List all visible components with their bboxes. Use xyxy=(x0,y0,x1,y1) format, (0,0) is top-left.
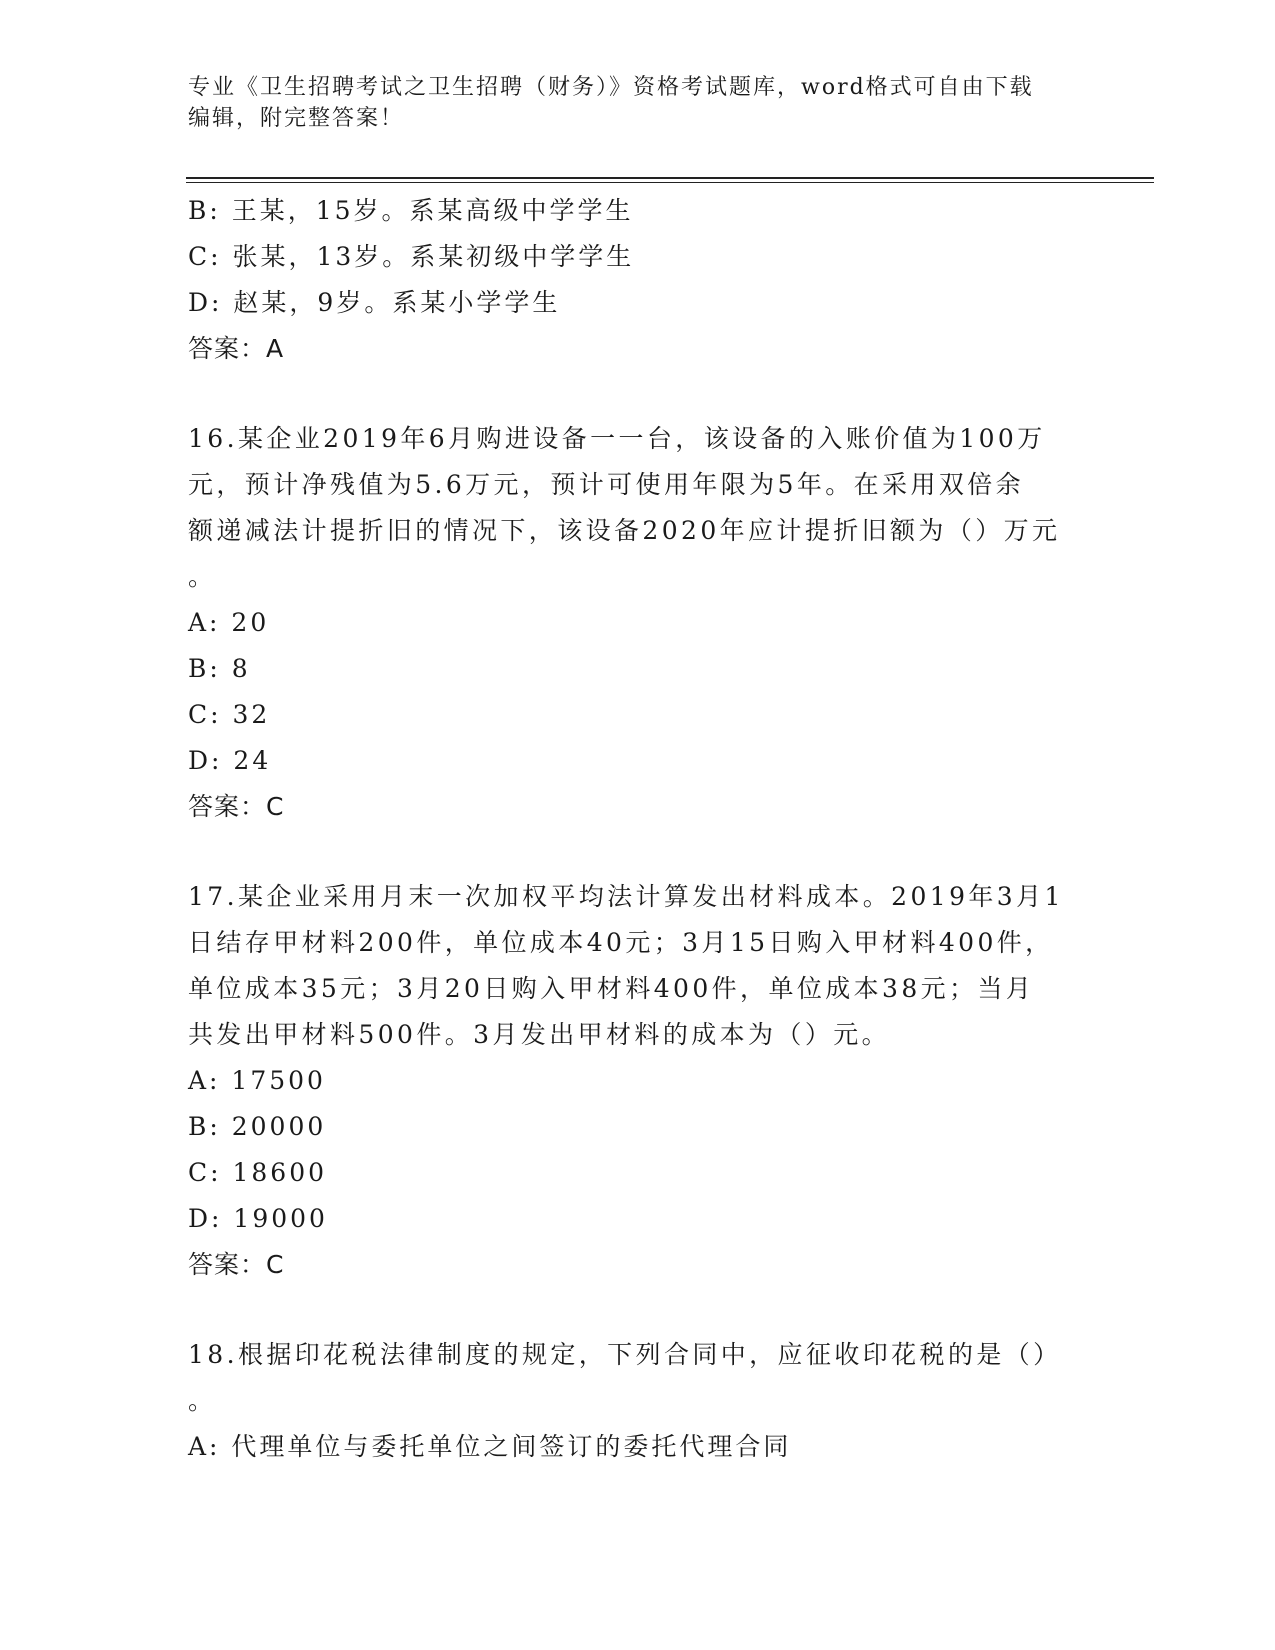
question-17-text-line: 日结存甲材料200件，单位成本40元；3月15日购入甲材料400件， xyxy=(188,928,1054,957)
option-a: A: 代理单位与委托单位之间签订的委托代理合同 xyxy=(188,1432,792,1461)
question-17-text-line: 共发出甲材料500件。3月发出甲材料的成本为（）元。 xyxy=(188,1020,891,1049)
question-17-text-line: 17.某企业采用月末一次加权平均法计算发出材料成本。2019年3月1 xyxy=(188,882,1064,911)
header-divider-thin xyxy=(186,182,1154,183)
header-line-2: 编辑，附完整答案！ xyxy=(188,106,405,131)
option-d: D: 赵某，9岁。系某小学学生 xyxy=(188,288,561,317)
header-divider xyxy=(186,177,1154,179)
question-18 xyxy=(188,1332,1088,1470)
question-content xyxy=(188,188,1088,1470)
option-c: C: 18600 xyxy=(188,1158,328,1187)
option-d: D: 19000 xyxy=(188,1204,328,1233)
question-16-text-line: 额递减法计提折旧的情况下，该设备2020年应计提折旧额为（）万元 xyxy=(188,516,1061,545)
option-b: B: 王某，15岁。系某高级中学学生 xyxy=(188,196,634,225)
question-16-text-line: 16.某企业2019年6月购进设备一一台，该设备的入账价值为100万 xyxy=(188,424,1046,453)
question-16-text-line: 元，预计净残值为5.6万元，预计可使用年限为5年。在采用双倍余 xyxy=(188,470,1025,499)
carryover-block xyxy=(188,188,1088,372)
answer-label: 答案：C xyxy=(188,1250,285,1279)
question-18-text-line: 18.根据印花税法律制度的规定，下列合同中，应征收印花税的是（） xyxy=(188,1340,1062,1369)
option-b: B: 20000 xyxy=(188,1112,327,1141)
header-line-1: 专业《卫生招聘考试之卫生招聘（财务）》资格考试题库，word格式可自由下载 xyxy=(188,75,1034,100)
question-16-text-line: 。 xyxy=(188,562,217,591)
question-18-text-line: 。 xyxy=(188,1386,217,1415)
answer-label: 答案：A xyxy=(188,334,285,363)
option-a: A: 17500 xyxy=(188,1066,326,1095)
answer-label: 答案：C xyxy=(188,792,285,821)
option-b: B: 8 xyxy=(188,654,251,683)
option-c: C: 张某，13岁。系某初级中学学生 xyxy=(188,242,635,271)
option-c: C: 32 xyxy=(188,700,271,729)
option-a: A: 20 xyxy=(188,608,270,637)
page-header xyxy=(188,72,1088,134)
question-17-text-line: 单位成本35元；3月20日购入甲材料400件，单位成本38元；当月 xyxy=(188,974,1035,1003)
option-d: D: 24 xyxy=(188,746,272,775)
question-16 xyxy=(188,416,1088,830)
question-17 xyxy=(188,874,1088,1288)
